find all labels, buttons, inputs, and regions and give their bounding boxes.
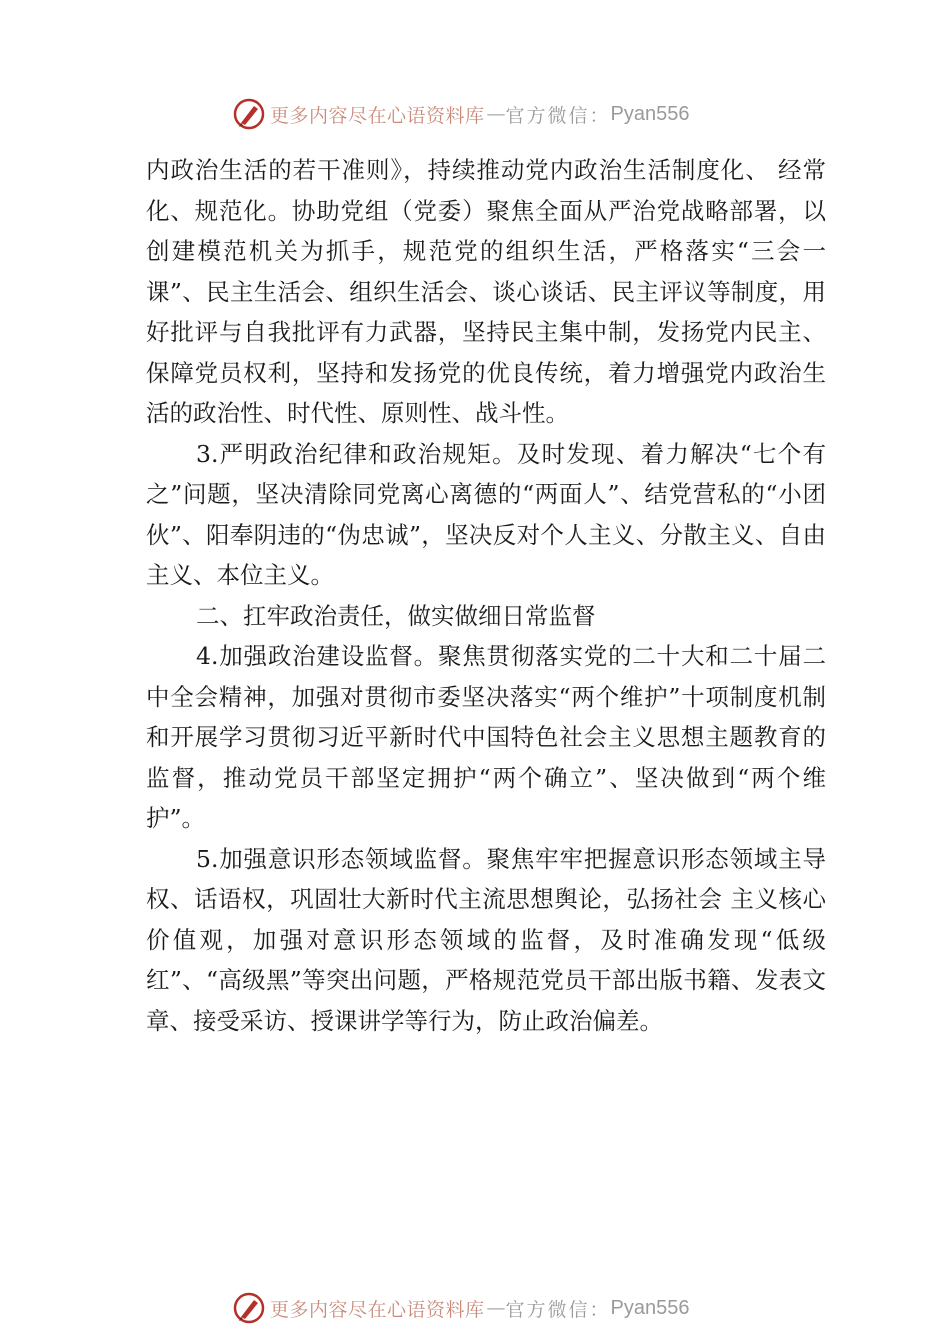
watermark-id: Pyan556 [610,1296,690,1319]
paragraph-5: 5.加强意识形态领域监督。聚焦牢牢把握意识形态领域主导权、话语权，巩固壮大新时代主流思想舆论，弘扬社会 主义核心价值观，加强对意识形态领域的监督，及时准确发现“低级红”、“高级黑”等突出问题，严格规范党员干部出版书籍、发表文章、接受采访、授课讲学等行为，防止政治偏差。 [146,844,826,1035]
watermark-separator: — [486,1297,506,1319]
watermark-label: 官方微信： [505,1298,611,1321]
footer-watermark [232,1290,690,1326]
header-watermark [232,96,690,132]
paragraph-2: 3.严明政治纪律和政治规矩。及时发现、着力解决“七个有之”问题，坚决清除同党离心离德的“两面人”、结党营私的“小团伙”、阳奉阴违的“伪忠诚”，坚决反对个人主义、分散主义、自由主义、本位主义。 [146,439,826,589]
paragraph-4: 4.加强政治建设监督。聚焦贯彻落实党的二十大和二十届二中全会精神，加强对贯彻市委坚决落实“两个维护”十项制度机制和开展学习贯彻习近平新时代中国特色社会主义思想主题教育的监督，推动党员干部坚定拥护“两个确立”、坚决做到“两个维护”。 [146,642,826,832]
watermark-separator: — [486,103,506,125]
watermark-text: 更多内容尽在心语资料库 [270,104,485,127]
watermark-text: 更多内容尽在心语资料库 [270,1298,485,1321]
paragraph-1: 内政治生活的若干准则》，持续推动党内政治生活制度化、 经常化、规范化。协助党组（党委）聚焦全面从严治党战略部署，以创建模范机关为抓手，规范党的组织生活，严格落实“三会一课”、民主生活会、组织生活会、谈心谈话、民主评议等制度，用好批评与自我批评有力武器，坚持民主集中制，发扬党内民主、保障党员权利，坚持和发扬党的优良传统，着力增强党内政治生活的政治性、时代性、原则性、战斗性。 [146,156,826,427]
document-body [146,150,826,1041]
watermark-id: Pyan556 [610,102,690,125]
pen-logo-icon [232,97,266,131]
section-heading-2: 二、扛牢政治责任，做实做细日常监督 [196,601,596,630]
pen-logo-icon [232,1291,266,1325]
watermark-label: 官方微信： [505,104,611,127]
